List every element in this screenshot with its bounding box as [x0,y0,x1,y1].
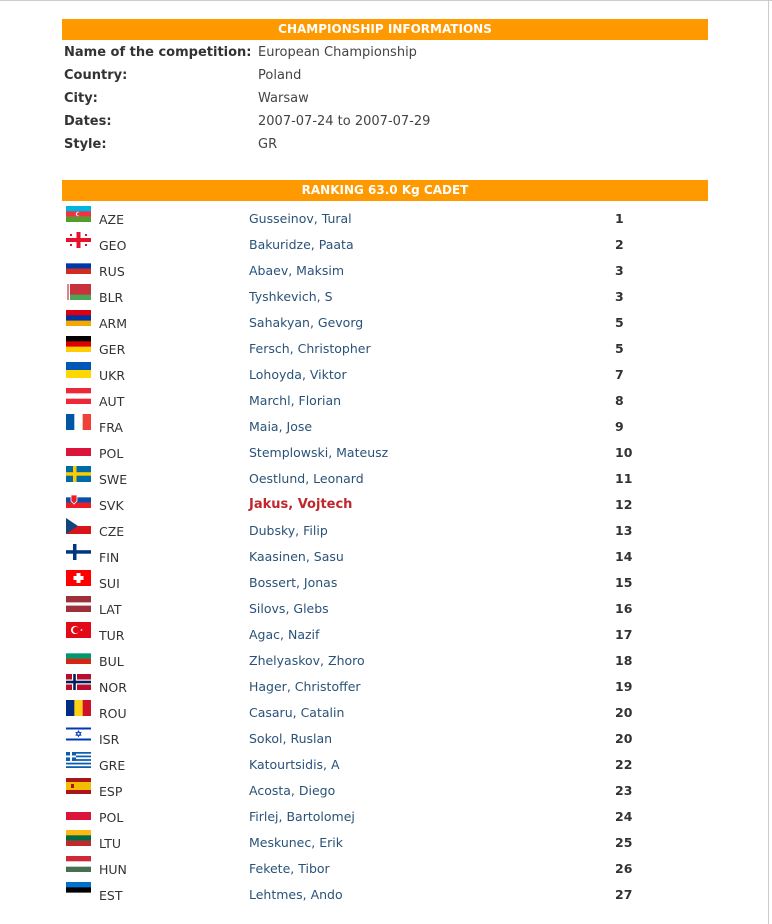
rank-value: 25 [615,835,633,850]
table-row [64,388,704,414]
info-value: European Championship [258,45,417,60]
country-code: UKR [99,368,126,383]
rank-value: 11 [615,471,633,486]
flag-icon [66,258,91,274]
table-row [64,232,704,258]
flag-icon [66,570,91,586]
athlete-name-link[interactable]: Dubsky, Filip [249,523,328,538]
country-code: NOR [99,680,127,695]
info-label: City: [64,91,98,106]
table-row [64,830,704,856]
athlete-name-link[interactable]: Jakus, Vojtech [249,497,353,512]
rank-value: 15 [615,575,633,590]
table-row [64,414,704,440]
info-row [64,87,704,110]
rank-value: 3 [615,263,624,278]
athlete-name-link[interactable]: Tyshkevich, S [249,289,333,304]
flag-icon [66,466,91,482]
country-code: EST [99,888,123,903]
info-label: Style: [64,137,107,152]
flag-icon [66,856,91,872]
flag-icon [66,674,91,690]
athlete-name-link[interactable]: Maia, Jose [249,419,313,434]
rank-value: 5 [615,341,624,356]
table-row [64,570,704,596]
country-code: GRE [99,758,126,773]
flag-icon [66,622,91,638]
country-code: SWE [99,472,128,487]
athlete-name-link[interactable]: Bossert, Jonas [249,575,338,590]
rank-value: 1 [615,211,624,226]
athlete-name-link[interactable]: Katourtsidis, A [249,757,340,772]
country-code: POL [99,810,124,825]
rank-value: 22 [615,757,633,772]
country-code: BUL [99,654,124,669]
flag-icon [66,336,91,352]
country-code: POL [99,446,124,461]
info-row [64,64,704,87]
country-code: GEO [99,238,127,253]
country-code: GER [99,342,126,357]
country-code: SVK [99,498,124,513]
rank-value: 13 [615,523,633,538]
rank-value: 19 [615,679,633,694]
info-label: Name of the competition: [64,45,252,60]
rank-value: 8 [615,393,624,408]
athlete-name-link[interactable]: Firlej, Bartolomej [249,809,355,824]
table-row [64,622,704,648]
country-code: HUN [99,862,127,877]
athlete-name-link[interactable]: Agac, Nazif [249,627,320,642]
country-code: AUT [99,394,125,409]
table-row [64,310,704,336]
ranking-header: RANKING 63.0 Kg CADET [62,180,708,201]
table-row [64,206,704,232]
table-row [64,284,704,310]
rank-value: 20 [615,731,633,746]
table-row [64,258,704,284]
rank-value: 3 [615,289,624,304]
info-row [64,41,704,64]
table-row [64,700,704,726]
table-row [64,466,704,492]
athlete-name-link[interactable]: Hager, Christoffer [249,679,361,694]
table-row [64,518,704,544]
championship-info-header: CHAMPIONSHIP INFORMATIONS [62,19,708,40]
flag-icon [66,388,91,404]
table-row [64,726,704,752]
rank-value: 23 [615,783,633,798]
athlete-name-link[interactable]: Sahakyan, Gevorg [249,315,364,330]
info-row [64,133,704,156]
flag-icon [66,414,91,430]
rank-value: 27 [615,887,633,902]
rank-value: 7 [615,367,624,382]
country-code: ARM [99,316,128,331]
table-row [64,882,704,908]
info-value: Warsaw [258,91,309,106]
table-row [64,778,704,804]
flag-icon [66,648,91,664]
rank-value: 16 [615,601,633,616]
country-code: ISR [99,732,120,747]
athlete-name-link[interactable]: Oestlund, Leonard [249,471,364,486]
country-code: CZE [99,524,125,539]
athlete-name-link[interactable]: Zhelyaskov, Zhoro [249,653,365,668]
flag-icon [66,882,91,898]
info-label: Country: [64,68,128,83]
top-border [0,0,772,1]
athlete-name-link[interactable]: Bakuridze, Paata [249,237,354,252]
athlete-name-link[interactable]: Silovs, Glebs [249,601,329,616]
athlete-name-link[interactable]: Abaev, Maksim [249,263,345,278]
flag-icon [66,206,91,222]
athlete-name-link[interactable]: Stemplowski, Mateusz [249,445,389,460]
country-code: TUR [99,628,125,643]
rank-value: 2 [615,237,624,252]
table-row [64,492,704,518]
country-code: LTU [99,836,122,851]
rank-value: 18 [615,653,633,668]
rank-value: 17 [615,627,633,642]
table-row [64,752,704,778]
rank-value: 10 [615,445,633,460]
flag-icon [66,492,91,508]
country-code: FRA [99,420,123,435]
country-code: ESP [99,784,123,799]
country-code: BLR [99,290,124,305]
flag-icon [66,440,91,456]
athlete-name-link[interactable]: Meskunec, Erik [249,835,343,850]
country-code: RUS [99,264,125,279]
info-row [64,110,704,133]
rank-value: 5 [615,315,624,330]
athlete-name-link[interactable]: Lehtmes, Ando [249,887,343,902]
rank-value: 26 [615,861,633,876]
table-row [64,856,704,882]
rank-value: 14 [615,549,633,564]
rank-value: 12 [615,497,633,512]
country-code: LAT [99,602,122,617]
right-border [768,0,769,924]
flag-icon [66,804,91,820]
table-row [64,544,704,570]
table-row [64,674,704,700]
rank-value: 20 [615,705,633,720]
athlete-name-link[interactable]: Fersch, Christopher [249,341,371,356]
flag-icon [66,752,91,768]
athlete-name-link[interactable]: Casaru, Catalin [249,705,345,720]
athlete-name-link[interactable]: Fekete, Tibor [249,861,330,876]
flag-icon [66,596,91,612]
rank-value: 24 [615,809,633,824]
country-code: FIN [99,550,120,565]
athlete-name-link[interactable]: Gusseinov, Tural [249,211,352,226]
table-row [64,648,704,674]
flag-icon [66,778,91,794]
table-row [64,362,704,388]
flag-icon [66,726,91,742]
flag-icon [66,310,91,326]
flag-icon [66,830,91,846]
info-label: Dates: [64,114,112,129]
country-code: AZE [99,212,125,227]
athlete-name-link[interactable]: Marchl, Florian [249,393,342,408]
flag-icon [66,362,91,378]
flag-icon [66,518,91,534]
flag-icon [66,232,91,248]
table-row [64,596,704,622]
info-value: GR [258,137,278,152]
info-value: 2007-07-24 to 2007-07-29 [258,114,431,129]
info-value: Poland [258,68,302,83]
athlete-name-link[interactable]: Acosta, Diego [249,783,336,798]
flag-icon [66,700,91,716]
athlete-name-link[interactable]: Lohoyda, Viktor [249,367,347,382]
country-code: SUI [99,576,120,591]
table-row [64,804,704,830]
flag-icon [66,544,91,560]
table-row [64,336,704,362]
rank-value: 9 [615,419,624,434]
flag-icon [66,284,91,300]
athlete-name-link[interactable]: Sokol, Ruslan [249,731,333,746]
country-code: ROU [99,706,127,721]
table-row [64,440,704,466]
athlete-name-link[interactable]: Kaasinen, Sasu [249,549,344,564]
